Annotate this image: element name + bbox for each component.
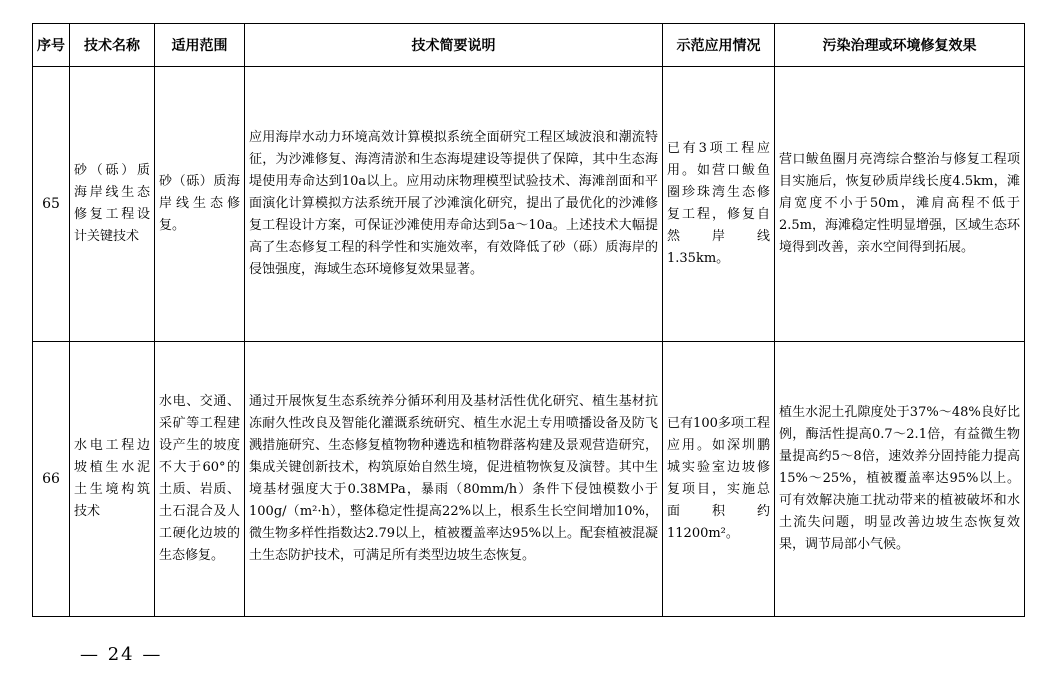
header-scope: 适用范围 — [155, 24, 245, 67]
row-name: 砂（砾）质海岸线生态修复工程设计关键技术 — [70, 67, 155, 342]
header-no: 序号 — [33, 24, 70, 67]
table-row — [33, 342, 1025, 617]
header-name: 技术名称 — [70, 24, 155, 67]
row-no: 66 — [33, 342, 70, 617]
row-no: 65 — [33, 67, 70, 342]
row-effect: 植生水泥土孔隙度处于37%～48%良好比例，酶活性提高0.7～2.1倍，有益微生物量提高约5～8倍，速效养分固持能力提高15%～25%，植被覆盖率达95%以上。可有效解决施工扰动带来的植被破坏和水土流失问题，明显改善边坡生态恢复效果，调节局部小气候。 — [775, 342, 1025, 617]
row-desc: 通过开展恢复生态系统养分循环利用及基材活性优化研究、植生基材抗冻耐久性改良及智能化灌溉系统研究、植生水泥土专用喷播设备及防飞溅措施研究、生态修复植物物种遴选和植物群落构建及景观营造研究，集成关键创新技术，构筑原始自然生境，促进植物恢复及演替。其中生境基材强度大于0.38MPa，暴雨（80mm/h）条件下侵蚀模数小于100g/（m²·h），整体稳定性提高22%以上，根系生长空间增加10%，微生物多样性指数达2.79以上，植被覆盖率达95%以上。配套植被混凝土生态防护技术，可满足所有类型边坡生态恢复。 — [245, 342, 663, 617]
table-row — [33, 67, 1025, 342]
header-effect: 污染治理或环境修复效果 — [775, 24, 1025, 67]
header-demo: 示范应用情况 — [663, 24, 775, 67]
row-scope: 水电、交通、采矿等工程建设产生的坡度不大于60°的土质、岩质、土石混合及人工硬化边坡的生态修复。 — [155, 342, 245, 617]
row-effect: 营口鲅鱼圈月亮湾综合整治与修复工程项目实施后，恢复砂质岸线长度4.5km，滩肩宽度不小于50m，滩肩高程不低于2.5m，海滩稳定性明显增强，区域生态环境得到改善，亲水空间得到拓展。 — [775, 67, 1025, 342]
row-demo: 已有3项工程应用。如营口鲅鱼圈珍珠湾生态修复工程，修复自然岸线 1.35km。 — [663, 67, 775, 342]
row-scope: 砂（砾）质海岸线生态修复。 — [155, 67, 245, 342]
header-desc: 技术简要说明 — [245, 24, 663, 67]
page-number: — 24 — — [80, 644, 163, 665]
row-desc: 应用海岸水动力环境高效计算模拟系统全面研究工程区域波浪和潮流特征，为沙滩修复、海湾清淤和生态海堤建设等提供了保障，其中生态海堤使用寿命达到10a以上。应用动床物理模型试验技术、海滩剖面和平面演化计算模拟方法系统开展了沙滩演化研究，提出了最优化的沙滩修复工程设计方案，可保证沙滩使用寿命达到5a～10a。上述技术大幅提高了生态修复工程的科学性和实施效率，有效降低了砂（砾）质海岸的侵蚀强度，海域生态环境修复效果显著。 — [245, 67, 663, 342]
technology-table — [32, 23, 1025, 617]
row-demo: 已有100多项工程应用。如深圳鹏城实验室边坡修复项目，实施总面积约11200m²。 — [663, 342, 775, 617]
row-name: 水电工程边坡植生水泥土生境构筑技术 — [70, 342, 155, 617]
table-header-row — [33, 24, 1025, 67]
